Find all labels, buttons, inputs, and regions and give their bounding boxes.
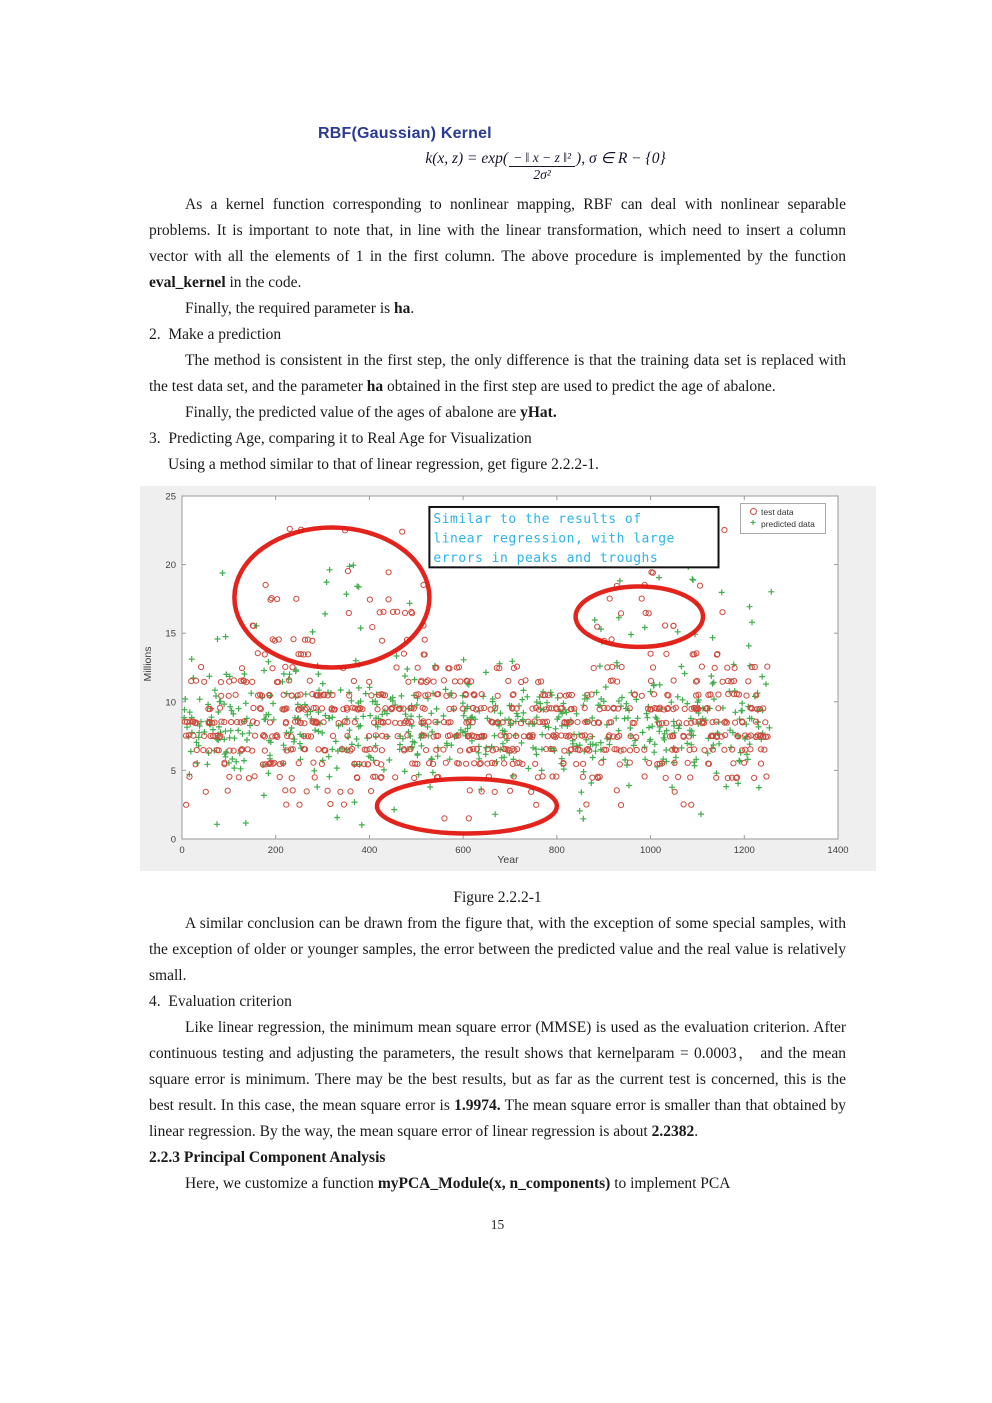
x-tick-label: 400 [361,845,378,857]
text: As a kernel function corresponding to nonlinear mapping, RBF can deal with nonlinear separable problems. It is important to note that, in line with the linear transformation, which need to insert a column vector with all the elements of 1 in the first column. The above procedure is implemented by the function [149,196,846,266]
list-item-2 [149,322,846,348]
heading-2-2-3 [149,1145,846,1171]
x-tick-label: 0 [179,845,185,857]
y-axis-label: Millions [142,646,154,682]
para-using-method [168,452,846,478]
text: The mean square error is smaller than that obtained by linear regression. By the way, the mean square error of linear regression is about [149,1097,846,1141]
paragraphs-bottom [149,911,846,1197]
y-tick-label: 5 [170,766,176,778]
para-pca [149,1171,846,1197]
para-evaluation [149,1015,846,1145]
bold-text: yHat. [520,404,557,422]
annotation-text-line: errors in peaks and troughs [433,551,659,567]
plus-marker-icon: + [750,518,756,530]
y-tick-label: 20 [165,560,176,572]
formula-denominator: 2σ² [533,167,551,183]
x-tick-label: 1200 [733,845,755,857]
bold-text: 2.2.3 Principal Component Analysis [149,1149,386,1167]
text: A similar conclusion can be drawn from the figure that, with the exception of some special samples, with the exception of older or younger samples, the error between the predicted value and the real value is relatively small. [149,915,846,985]
x-axis-label: Year [497,854,519,867]
text: Finally, the required parameter is [185,300,395,318]
formula-lhs: k(x, z) = exp( [425,150,509,167]
text: to implement PCA [610,1175,731,1193]
text: Here, we customize a function [185,1175,378,1193]
formula-rhs: ), σ ∈ R − {0} [576,150,666,167]
text: Like linear regression, the minimum mean square error (MMSE) is used as the evaluation criterion. After continuous testing and adjusting the parameters, the result shows that kernelparam = 0.0003， and the mean square error is minimum. There may be the best results, but as far as the current test is concerned, this is the best result. In this case, the mean square error is [149,1019,846,1115]
x-tick-label: 200 [267,845,284,857]
y-tick-label: 15 [165,629,176,641]
figure-caption: Figure 2.2.2-1 [453,889,542,907]
x-tick-label: 1400 [827,845,849,857]
x-tick-label: 600 [455,845,472,857]
text: 4. Evaluation criterion [149,993,292,1011]
legend-label: predicted data [761,519,815,530]
legend-entry [745,518,825,530]
formula-numerator: − ‖ x − z ‖² [509,151,575,167]
text: 2. Make a prediction [149,326,282,344]
x-tick-label: 1000 [640,845,662,857]
paragraphs-top [149,192,846,478]
text: . [694,1123,699,1141]
para-make-prediction [149,348,846,400]
bold-text: 2.2382 [651,1123,695,1141]
y-tick-label: 25 [165,491,176,503]
kernel-formula [245,149,846,182]
x-tick-label: 800 [548,845,565,857]
circle-marker-icon [750,508,757,515]
text: The method is consistent in the first step, the only difference is that the training data set is replaced with the test data set, and the parameter [149,352,846,396]
text: in the code. [225,274,302,292]
para-rbf-description [149,192,846,296]
text: . [410,300,415,318]
list-item-4 [149,989,846,1015]
circle-marker-icon [745,507,761,517]
y-tick-label: 10 [165,697,176,709]
annotation-text-line: linear regression, with large [433,531,675,547]
legend-entry [745,506,825,518]
page-title: RBF(Gaussian) Kernel [318,125,492,142]
bold-text: 1.9974. [454,1097,501,1115]
text: Using a method similar to that of linear regression, get figure 2.2.2-1. [168,456,599,474]
bold-text: ha [366,378,384,396]
page-number: 15 [490,1217,505,1233]
para-predicted-value [149,400,846,426]
bold-text: myPCA_Module(x, n_components) [377,1175,611,1193]
chart-legend [740,503,826,534]
annotation-text-line: Similar to the results of [433,512,642,528]
bold-text: ha [394,300,411,318]
y-tick-label: 0 [170,834,176,846]
list-item-3 [149,426,846,452]
para-conclusion [149,911,846,989]
legend-label: test data [761,507,794,518]
figure-2-2-2-1 [140,486,876,871]
para-required-parameter [149,296,846,322]
text: obtained in the first step are used to predict the age of abalone. [383,378,776,396]
text: 3. Predicting Age, comparing it to Real Age for Visualization [149,430,532,448]
bold-text: eval_kernel [149,274,226,292]
scatter-plot-svg [140,486,876,871]
formula-fraction [509,151,575,182]
text: Finally, the predicted value of the ages of abalone are [185,404,521,422]
